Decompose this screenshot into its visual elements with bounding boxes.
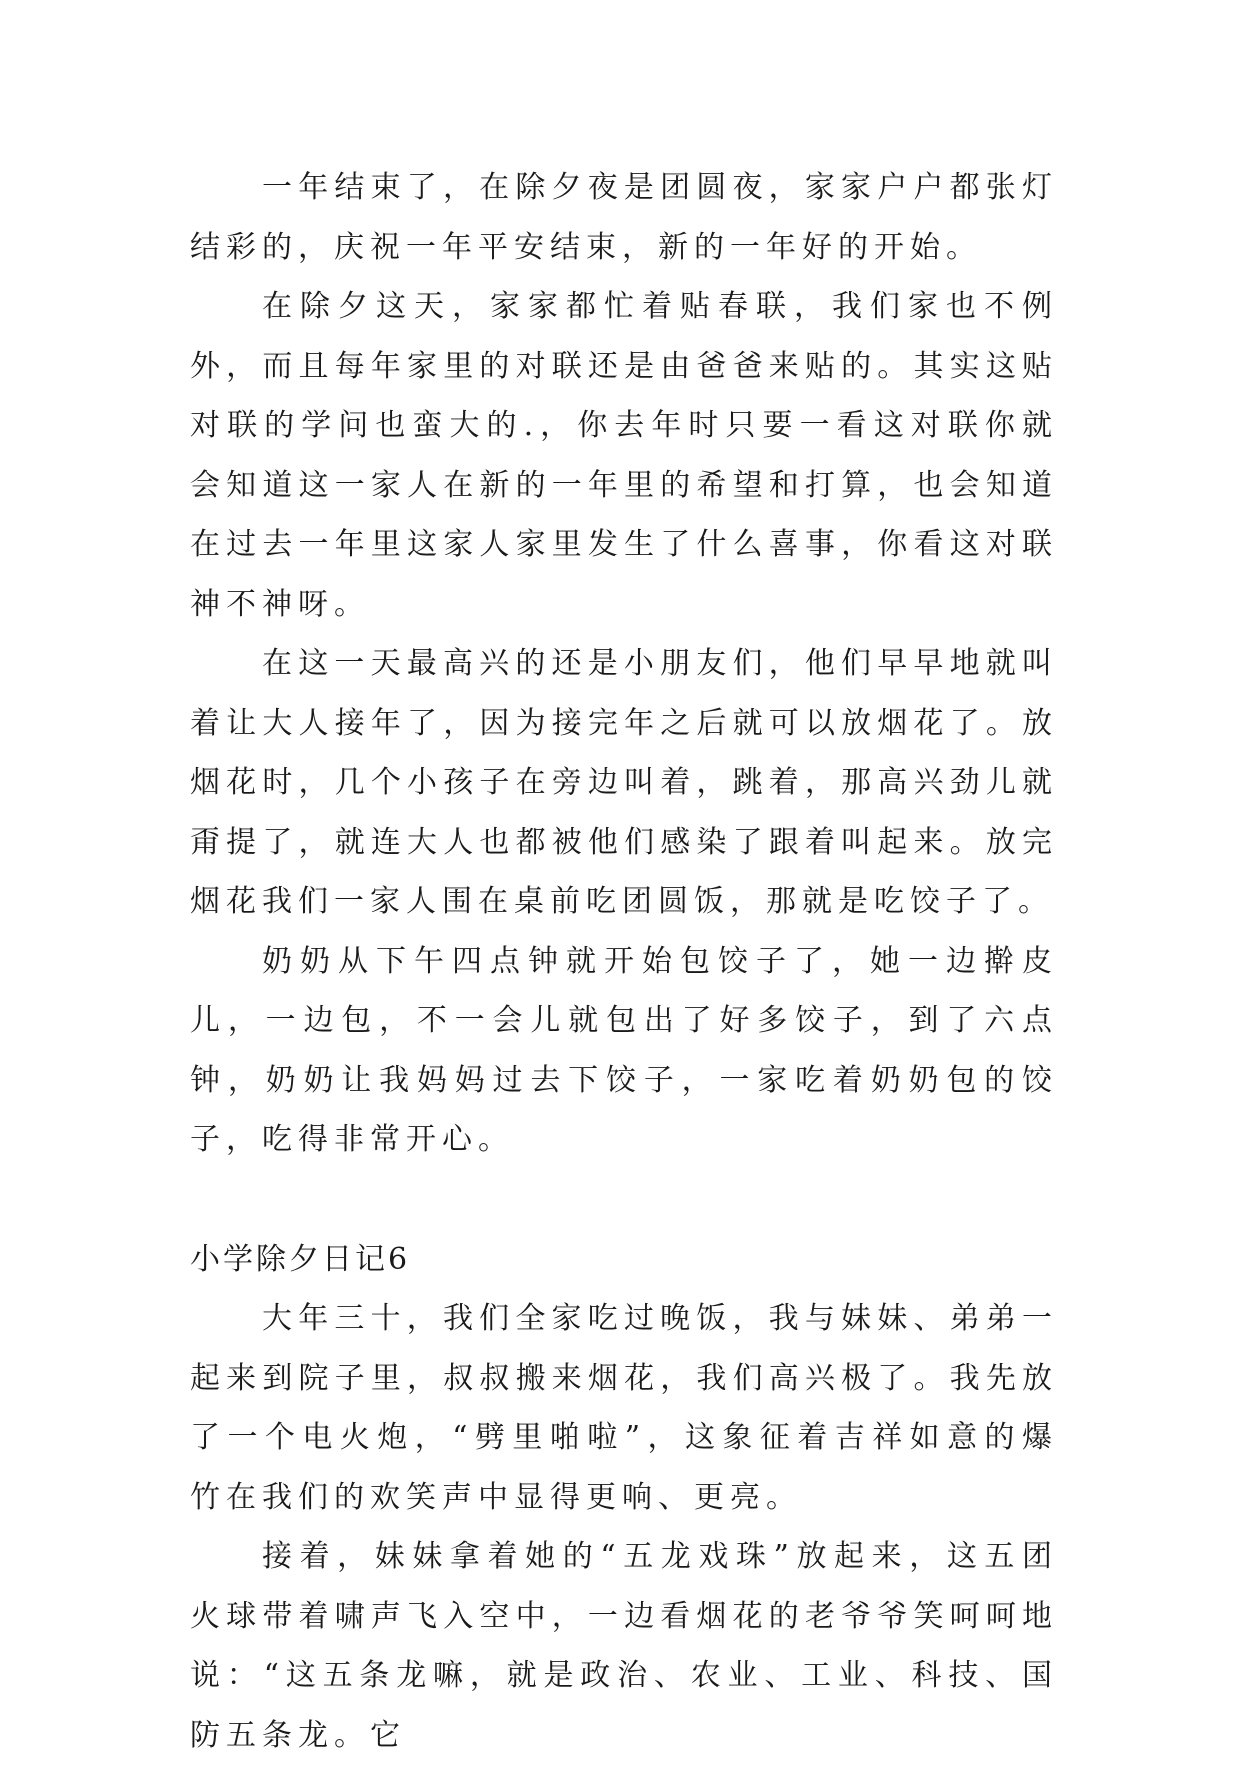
paragraph: 大年三十，我们全家吃过晚饭，我与妹妹、弟弟一起来到院子里，叔叔搬来烟花，我们高兴极了。我先放了一个电火炮，“劈里啪啦”，这象征着吉祥如意的爆竹在我们的欢笑声中显得更响、更亮。 — [190, 1301, 1058, 1515]
paragraph: 奶奶从下午四点钟就开始包饺子了，她一边擀皮儿，一边包，不一会儿就包出了好多饺子，到了六点钟，奶奶让我妈妈过去下饺子，一家吃着奶奶包的饺子，吃得非常开心。 — [190, 943, 1058, 1157]
section-title: 小学除夕日记6 — [190, 1241, 411, 1277]
document-page — [190, 158, 1058, 1765]
paragraph: 在除夕这天，家家都忙着贴春联，我们家也不例外，而且每年家里的对联还是由爸爸来贴的。其实这贴对联的学问也蛮大的.，你去年时只要一看这对联你就会知道这一家人在新的一年里的希望和打算，也会知道在过去一年里这家人家里发生了什么喜事，你看这对联神不神呀。 — [190, 289, 1058, 622]
paragraph: 一年结束了，在除夕夜是团圆夜，家家户户都张灯结彩的，庆祝一年平安结束，新的一年好的开始。 — [190, 170, 1058, 265]
paragraph: 在这一天最高兴的还是小朋友们，他们早早地就叫着让大人接年了，因为接完年之后就可以放烟花了。放烟花时，几个小孩子在旁边叫着，跳着，那高兴劲儿就甭提了，就连大人也都被他们感染了跟着叫起来。放完烟花我们一家人围在桌前吃团圆饭，那就是吃饺子了。 — [190, 646, 1058, 919]
paragraph: 接着，妹妹拿着她的“五龙戏珠”放起来，这五团火球带着啸声飞入空中，一边看烟花的老爷爷笑呵呵地说：“这五条龙嘛，就是政治、农业、工业、科技、国防五条龙。它 — [190, 1539, 1058, 1753]
